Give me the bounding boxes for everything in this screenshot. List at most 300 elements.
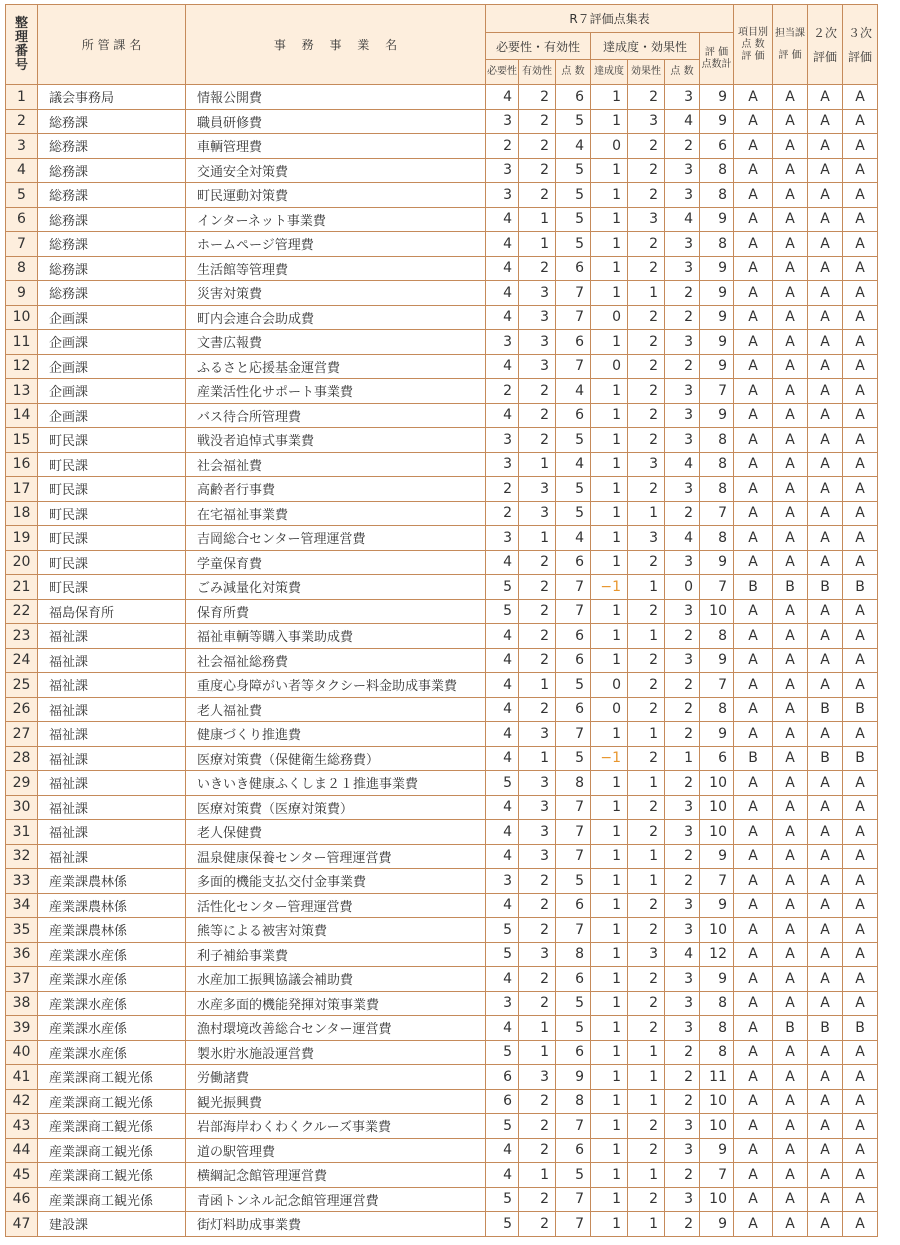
- second-grade-cell: A: [808, 428, 843, 453]
- dept-cell: 企画課: [38, 379, 186, 404]
- points2-cell: 2: [665, 281, 700, 306]
- achievement-cell: 1: [591, 158, 628, 183]
- project-cell: 水産加工振興協議会補助費: [186, 967, 486, 992]
- row-number: 32: [6, 844, 38, 869]
- necessity-cell: 2: [486, 501, 519, 526]
- achievement-cell: 1: [591, 918, 628, 943]
- total-cell: 6: [700, 746, 734, 771]
- table-row: [6, 697, 878, 722]
- points1-cell: 5: [556, 428, 591, 453]
- effectiveness-cell: 3: [519, 1065, 556, 1090]
- table-row: [6, 379, 878, 404]
- necessity-cell: 4: [486, 697, 519, 722]
- points1-cell: 5: [556, 158, 591, 183]
- effect-cell: 1: [628, 281, 665, 306]
- itemwise-grade-cell: A: [734, 967, 773, 992]
- points2-cell: 3: [665, 991, 700, 1016]
- third-grade-cell: A: [843, 526, 878, 551]
- header-achievement: 達成度: [591, 60, 628, 85]
- dept-cell: 総務課: [38, 183, 186, 208]
- points2-cell: 2: [665, 1040, 700, 1065]
- points1-cell: 6: [556, 256, 591, 281]
- points1-cell: 8: [556, 771, 591, 796]
- staff-grade-cell: A: [773, 599, 808, 624]
- effect-cell: 2: [628, 1016, 665, 1041]
- necessity-cell: 4: [486, 550, 519, 575]
- points2-cell: 3: [665, 183, 700, 208]
- achievement-cell: 1: [591, 452, 628, 477]
- itemwise-grade-cell: A: [734, 844, 773, 869]
- points2-cell: 3: [665, 232, 700, 257]
- table-row: [6, 1138, 878, 1163]
- points1-cell: 6: [556, 1040, 591, 1065]
- second-grade-cell: A: [808, 1040, 843, 1065]
- staff-grade-cell: A: [773, 477, 808, 502]
- effectiveness-cell: 3: [519, 771, 556, 796]
- table-row: [6, 550, 878, 575]
- points2-cell: 3: [665, 330, 700, 355]
- dept-cell: 企画課: [38, 305, 186, 330]
- total-cell: 10: [700, 1187, 734, 1212]
- total-cell: 7: [700, 869, 734, 894]
- header-second-top: ２次: [812, 25, 837, 40]
- row-number: 10: [6, 305, 38, 330]
- row-number: 14: [6, 403, 38, 428]
- row-number: 15: [6, 428, 38, 453]
- header-third-bot: 評価: [847, 49, 872, 64]
- total-cell: 9: [700, 109, 734, 134]
- staff-grade-cell: A: [773, 746, 808, 771]
- itemwise-grade-cell: A: [734, 330, 773, 355]
- header-points2: 点 数: [665, 60, 700, 85]
- third-grade-cell: A: [843, 134, 878, 159]
- dept-cell: 産業課農林係: [38, 893, 186, 918]
- achievement-cell: 1: [591, 722, 628, 747]
- achievement-cell: 1: [591, 379, 628, 404]
- effectiveness-cell: 1: [519, 1163, 556, 1188]
- second-grade-cell: A: [808, 232, 843, 257]
- itemwise-grade-cell: A: [734, 452, 773, 477]
- second-grade-cell: A: [808, 109, 843, 134]
- points2-cell: 4: [665, 109, 700, 134]
- itemwise-grade-cell: A: [734, 1016, 773, 1041]
- third-grade-cell: A: [843, 844, 878, 869]
- table-row: [6, 869, 878, 894]
- points1-cell: 4: [556, 526, 591, 551]
- effectiveness-cell: 3: [519, 501, 556, 526]
- project-cell: ホームページ管理費: [186, 232, 486, 257]
- row-number: 29: [6, 771, 38, 796]
- effectiveness-cell: 1: [519, 1016, 556, 1041]
- staff-grade-cell: A: [773, 109, 808, 134]
- header-staff-bot: 評 価: [778, 49, 802, 61]
- points2-cell: 3: [665, 1138, 700, 1163]
- achievement-cell: 1: [591, 967, 628, 992]
- staff-grade-cell: A: [773, 428, 808, 453]
- points2-cell: 2: [665, 1212, 700, 1237]
- points2-cell: 3: [665, 1187, 700, 1212]
- itemwise-grade-cell: A: [734, 158, 773, 183]
- effectiveness-cell: 2: [519, 183, 556, 208]
- effect-cell: 2: [628, 330, 665, 355]
- points2-cell: 3: [665, 256, 700, 281]
- dept-cell: 福祉課: [38, 722, 186, 747]
- third-grade-cell: A: [843, 379, 878, 404]
- total-cell: 8: [700, 991, 734, 1016]
- points2-cell: 3: [665, 648, 700, 673]
- staff-grade-cell: A: [773, 379, 808, 404]
- total-cell: 7: [700, 673, 734, 698]
- third-grade-cell: A: [843, 918, 878, 943]
- points2-cell: 2: [665, 501, 700, 526]
- second-grade-cell: A: [808, 207, 843, 232]
- header-itemwise-top: 項目別: [738, 26, 768, 38]
- row-number: 30: [6, 795, 38, 820]
- achievement-cell: 1: [591, 1040, 628, 1065]
- points2-cell: 3: [665, 403, 700, 428]
- third-grade-cell: A: [843, 771, 878, 796]
- effectiveness-cell: 2: [519, 158, 556, 183]
- total-cell: 10: [700, 820, 734, 845]
- points2-cell: 3: [665, 795, 700, 820]
- row-number: 22: [6, 599, 38, 624]
- effectiveness-cell: 2: [519, 256, 556, 281]
- row-number: 37: [6, 967, 38, 992]
- total-cell: 9: [700, 256, 734, 281]
- total-cell: 10: [700, 795, 734, 820]
- points1-cell: 4: [556, 452, 591, 477]
- effect-cell: 3: [628, 452, 665, 477]
- effect-cell: 1: [628, 1089, 665, 1114]
- table-row: [6, 477, 878, 502]
- second-grade-cell: A: [808, 722, 843, 747]
- staff-grade-cell: A: [773, 85, 808, 110]
- row-number: 47: [6, 1212, 38, 1237]
- table-row: [6, 85, 878, 110]
- dept-cell: 福祉課: [38, 697, 186, 722]
- staff-grade-cell: A: [773, 330, 808, 355]
- necessity-cell: 4: [486, 746, 519, 771]
- effect-cell: 2: [628, 1138, 665, 1163]
- necessity-cell: 3: [486, 452, 519, 477]
- effectiveness-cell: 3: [519, 942, 556, 967]
- staff-grade-cell: A: [773, 1065, 808, 1090]
- table-row: [6, 575, 878, 600]
- necessity-cell: 4: [486, 722, 519, 747]
- total-cell: 9: [700, 85, 734, 110]
- itemwise-grade-cell: A: [734, 869, 773, 894]
- dept-cell: 総務課: [38, 134, 186, 159]
- dept-cell: 産業課商工観光係: [38, 1187, 186, 1212]
- row-number: 9: [6, 281, 38, 306]
- second-grade-cell: A: [808, 1089, 843, 1114]
- itemwise-grade-cell: A: [734, 207, 773, 232]
- points1-cell: 9: [556, 1065, 591, 1090]
- staff-grade-cell: A: [773, 771, 808, 796]
- effectiveness-cell: 2: [519, 1212, 556, 1237]
- total-cell: 7: [700, 575, 734, 600]
- points1-cell: 7: [556, 918, 591, 943]
- header-no-char: 号: [14, 57, 28, 73]
- project-cell: 戦没者追悼式事業費: [186, 428, 486, 453]
- row-number: 39: [6, 1016, 38, 1041]
- row-number: 20: [6, 550, 38, 575]
- row-number: 40: [6, 1040, 38, 1065]
- necessity-cell: 4: [486, 1163, 519, 1188]
- second-grade-cell: A: [808, 526, 843, 551]
- table-row: [6, 1163, 878, 1188]
- itemwise-grade-cell: A: [734, 526, 773, 551]
- staff-grade-cell: A: [773, 452, 808, 477]
- total-cell: 9: [700, 305, 734, 330]
- row-number: 38: [6, 991, 38, 1016]
- necessity-cell: 4: [486, 281, 519, 306]
- achievement-cell: 0: [591, 134, 628, 159]
- second-grade-cell: A: [808, 477, 843, 502]
- necessity-cell: 3: [486, 109, 519, 134]
- points1-cell: 4: [556, 379, 591, 404]
- project-cell: 社会福祉費: [186, 452, 486, 477]
- row-number: 8: [6, 256, 38, 281]
- necessity-cell: 3: [486, 183, 519, 208]
- itemwise-grade-cell: A: [734, 942, 773, 967]
- necessity-cell: 4: [486, 648, 519, 673]
- second-grade-cell: A: [808, 1138, 843, 1163]
- achievement-cell: 0: [591, 354, 628, 379]
- effectiveness-cell: 2: [519, 869, 556, 894]
- points2-cell: 3: [665, 893, 700, 918]
- achievement-cell: 1: [591, 109, 628, 134]
- necessity-cell: 4: [486, 624, 519, 649]
- effect-cell: 3: [628, 942, 665, 967]
- row-number: 43: [6, 1114, 38, 1139]
- necessity-cell: 2: [486, 477, 519, 502]
- effect-cell: 3: [628, 109, 665, 134]
- points1-cell: 8: [556, 1089, 591, 1114]
- dept-cell: 総務課: [38, 109, 186, 134]
- necessity-cell: 4: [486, 305, 519, 330]
- third-grade-cell: A: [843, 1065, 878, 1090]
- table-row: [6, 1040, 878, 1065]
- points2-cell: 3: [665, 599, 700, 624]
- project-cell: 学童保育費: [186, 550, 486, 575]
- effect-cell: 2: [628, 183, 665, 208]
- staff-grade-cell: A: [773, 918, 808, 943]
- points2-cell: 4: [665, 526, 700, 551]
- third-grade-cell: A: [843, 183, 878, 208]
- points1-cell: 5: [556, 207, 591, 232]
- points2-cell: 2: [665, 673, 700, 698]
- points2-cell: 2: [665, 1089, 700, 1114]
- second-grade-cell: A: [808, 820, 843, 845]
- points2-cell: 3: [665, 1114, 700, 1139]
- third-grade-cell: A: [843, 967, 878, 992]
- achievement-cell: 1: [591, 1065, 628, 1090]
- achievement-cell: 1: [591, 1138, 628, 1163]
- second-grade-cell: A: [808, 501, 843, 526]
- necessity-cell: 4: [486, 844, 519, 869]
- effectiveness-cell: 3: [519, 820, 556, 845]
- achievement-cell: 1: [591, 477, 628, 502]
- total-cell: 10: [700, 1114, 734, 1139]
- second-grade-cell: A: [808, 1114, 843, 1139]
- project-cell: 道の駅管理費: [186, 1138, 486, 1163]
- itemwise-grade-cell: A: [734, 281, 773, 306]
- second-grade-cell: A: [808, 673, 843, 698]
- achievement-cell: −1: [591, 746, 628, 771]
- points2-cell: 3: [665, 428, 700, 453]
- dept-cell: 福祉課: [38, 746, 186, 771]
- table-row: [6, 795, 878, 820]
- itemwise-grade-cell: B: [734, 746, 773, 771]
- itemwise-grade-cell: A: [734, 403, 773, 428]
- achievement-cell: 1: [591, 1089, 628, 1114]
- table-row: [6, 1114, 878, 1139]
- header-total-bottom: 点数計: [701, 58, 732, 70]
- achievement-cell: 0: [591, 697, 628, 722]
- dept-cell: 企画課: [38, 354, 186, 379]
- points1-cell: 7: [556, 1187, 591, 1212]
- second-grade-cell: A: [808, 550, 843, 575]
- effectiveness-cell: 2: [519, 428, 556, 453]
- points2-cell: 2: [665, 697, 700, 722]
- necessity-cell: 4: [486, 820, 519, 845]
- effectiveness-cell: 1: [519, 452, 556, 477]
- dept-cell: 福祉課: [38, 820, 186, 845]
- project-cell: 在宅福祉事業費: [186, 501, 486, 526]
- itemwise-grade-cell: A: [734, 550, 773, 575]
- total-cell: 9: [700, 403, 734, 428]
- dept-cell: 産業課商工観光係: [38, 1114, 186, 1139]
- necessity-cell: 5: [486, 1187, 519, 1212]
- row-number: 2: [6, 109, 38, 134]
- achievement-cell: 1: [591, 795, 628, 820]
- necessity-cell: 4: [486, 673, 519, 698]
- project-cell: インターネット事業費: [186, 207, 486, 232]
- table-row: [6, 1089, 878, 1114]
- effect-cell: 2: [628, 1114, 665, 1139]
- third-grade-cell: A: [843, 991, 878, 1016]
- points2-cell: 3: [665, 918, 700, 943]
- points1-cell: 7: [556, 305, 591, 330]
- staff-grade-cell: A: [773, 1212, 808, 1237]
- points2-cell: 4: [665, 207, 700, 232]
- effect-cell: 1: [628, 869, 665, 894]
- dept-cell: 企画課: [38, 403, 186, 428]
- necessity-cell: 4: [486, 795, 519, 820]
- third-grade-cell: A: [843, 1187, 878, 1212]
- row-number: 16: [6, 452, 38, 477]
- second-grade-cell: A: [808, 648, 843, 673]
- points1-cell: 5: [556, 183, 591, 208]
- total-cell: 8: [700, 452, 734, 477]
- project-cell: 活性化センター管理運営費: [186, 893, 486, 918]
- achievement-cell: 1: [591, 428, 628, 453]
- total-cell: 10: [700, 918, 734, 943]
- effectiveness-cell: 2: [519, 85, 556, 110]
- table-row: [6, 1187, 878, 1212]
- effectiveness-cell: 3: [519, 305, 556, 330]
- dept-cell: 産業課水産係: [38, 967, 186, 992]
- third-grade-cell: A: [843, 1212, 878, 1237]
- effect-cell: 2: [628, 550, 665, 575]
- staff-grade-cell: A: [773, 501, 808, 526]
- header-no-char: 理: [14, 29, 28, 45]
- staff-grade-cell: A: [773, 648, 808, 673]
- project-cell: 町内会連合会助成費: [186, 305, 486, 330]
- effectiveness-cell: 2: [519, 550, 556, 575]
- project-cell: 吉岡総合センター管理運営費: [186, 526, 486, 551]
- total-cell: 7: [700, 501, 734, 526]
- itemwise-grade-cell: A: [734, 379, 773, 404]
- staff-grade-cell: A: [773, 1138, 808, 1163]
- points1-cell: 7: [556, 354, 591, 379]
- second-grade-cell: A: [808, 379, 843, 404]
- points2-cell: 3: [665, 379, 700, 404]
- dept-cell: 総務課: [38, 158, 186, 183]
- effectiveness-cell: 1: [519, 1040, 556, 1065]
- points1-cell: 7: [556, 599, 591, 624]
- effect-cell: 2: [628, 428, 665, 453]
- effect-cell: 1: [628, 501, 665, 526]
- points1-cell: 6: [556, 85, 591, 110]
- staff-grade-cell: A: [773, 1114, 808, 1139]
- header-no-char: 整: [14, 15, 28, 31]
- project-cell: 製氷貯氷施設運営費: [186, 1040, 486, 1065]
- second-grade-cell: B: [808, 1016, 843, 1041]
- effectiveness-cell: 2: [519, 624, 556, 649]
- second-grade-cell: A: [808, 967, 843, 992]
- third-grade-cell: A: [843, 477, 878, 502]
- achievement-cell: 1: [591, 403, 628, 428]
- project-cell: 水産多面的機能発揮対策事業費: [186, 991, 486, 1016]
- table-row: [6, 354, 878, 379]
- header-itemwise-bot: 評 価: [741, 50, 765, 62]
- second-grade-cell: A: [808, 1163, 843, 1188]
- project-cell: 老人福祉費: [186, 697, 486, 722]
- staff-grade-cell: A: [773, 967, 808, 992]
- achievement-cell: 1: [591, 991, 628, 1016]
- effect-cell: 1: [628, 1212, 665, 1237]
- necessity-cell: 3: [486, 158, 519, 183]
- necessity-cell: 3: [486, 428, 519, 453]
- table-row: [6, 918, 878, 943]
- itemwise-grade-cell: A: [734, 1138, 773, 1163]
- itemwise-grade-cell: A: [734, 697, 773, 722]
- third-grade-cell: A: [843, 795, 878, 820]
- table-row: [6, 967, 878, 992]
- project-cell: 横綱記念館管理運営費: [186, 1163, 486, 1188]
- third-grade-cell: A: [843, 428, 878, 453]
- effect-cell: 2: [628, 379, 665, 404]
- row-number: 19: [6, 526, 38, 551]
- points2-cell: 2: [665, 354, 700, 379]
- total-cell: 8: [700, 477, 734, 502]
- project-cell: 利子補給事業費: [186, 942, 486, 967]
- project-cell: 労働諸費: [186, 1065, 486, 1090]
- achievement-cell: 1: [591, 526, 628, 551]
- second-grade-cell: A: [808, 795, 843, 820]
- points2-cell: 0: [665, 575, 700, 600]
- staff-grade-cell: A: [773, 869, 808, 894]
- project-cell: 保育所費: [186, 599, 486, 624]
- staff-grade-cell: A: [773, 820, 808, 845]
- points2-cell: 3: [665, 550, 700, 575]
- necessity-cell: 4: [486, 1138, 519, 1163]
- third-grade-cell: A: [843, 1114, 878, 1139]
- effect-cell: 2: [628, 232, 665, 257]
- points2-cell: 3: [665, 820, 700, 845]
